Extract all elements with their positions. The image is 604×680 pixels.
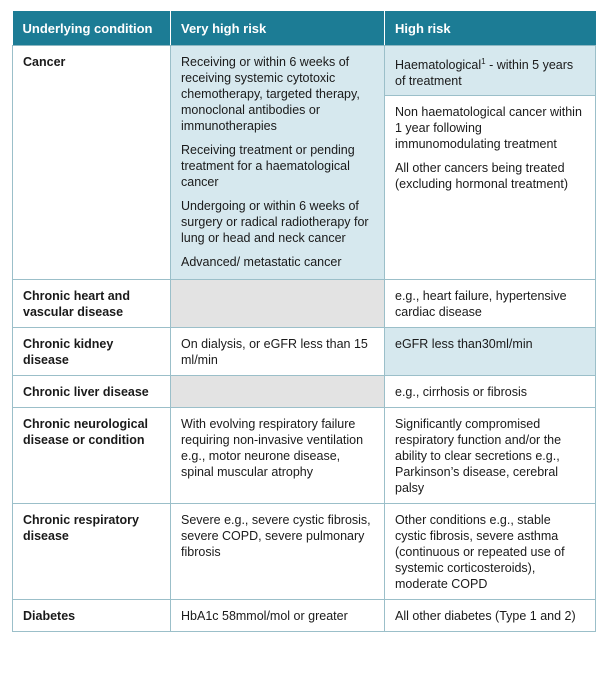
header-underlying-condition: Underlying condition — [13, 11, 171, 46]
header-very-high-risk: Very high risk — [171, 11, 385, 46]
condition-cancer: Cancer — [13, 46, 171, 280]
cancer-very-high-item: Advanced/ metastatic cancer — [181, 255, 342, 269]
condition-kidney: Chronic kidney disease — [13, 328, 171, 376]
cancer-very-high-item: Receiving or within 6 weeks of receiving systemic cytotoxic chemotherapy, targeted therapy, monoclonal antibodies or immunotherapies — [181, 55, 360, 133]
cancer-very-high-item: Receiving treatment or pending treatment for a haematological cancer — [181, 143, 355, 189]
table-row-cancer — [13, 46, 596, 280]
condition-resp: Chronic respiratory disease — [13, 504, 171, 600]
table-row-heart — [13, 280, 596, 328]
liver-high-cell: e.g., cirrhosis or fibrosis — [385, 376, 596, 408]
table-row-kidney — [13, 328, 596, 376]
risk-table-container — [12, 11, 595, 632]
heart-high-cell: e.g., heart failure, hypertensive cardiac disease — [385, 280, 596, 328]
cancer-very-high-item: Undergoing or within 6 weeks of surgery or radical radiotherapy for lung or head and neck cancer — [181, 199, 369, 245]
condition-diabetes: Diabetes — [13, 600, 171, 632]
neuro-high-cell: Significantly compromised respiratory function and/or the ability to clear secretions e.g., Parkinson’s disease, cerebral palsy — [385, 408, 596, 504]
heart-very-high-cell — [171, 280, 385, 328]
kidney-high-cell: eGFR less than30ml/min — [385, 328, 596, 376]
table-row-liver — [13, 376, 596, 408]
table-row-diabetes — [13, 600, 596, 632]
kidney-very-high-cell: On dialysis, or eGFR less than 15 ml/min — [171, 328, 385, 376]
condition-heart: Chronic heart and vascular disease — [13, 280, 171, 328]
cancer-high-item: Non haematological cancer within 1 year following immunomodulating treatment — [395, 105, 582, 152]
cancer-very-high-cell — [171, 46, 385, 280]
cancer-high-haematological: Haematological$^1$ - within 5 years of treatment — [385, 46, 595, 96]
diabetes-high-cell: All other diabetes (Type 1 and 2) — [385, 600, 596, 632]
resp-very-high-cell: Severe e.g., severe cystic fibrosis, severe COPD, severe pulmonary fibrosis — [171, 504, 385, 600]
table-row-resp — [13, 504, 596, 600]
table-row-neuro — [13, 408, 596, 504]
cancer-high-cell — [385, 46, 596, 280]
cancer-high-item: All other cancers being treated (excluding hormonal treatment) — [395, 161, 568, 192]
risk-table — [12, 11, 596, 632]
header-high-risk: High risk — [385, 11, 596, 46]
condition-neuro: Chronic neurological disease or condition — [13, 408, 171, 504]
liver-very-high-cell — [171, 376, 385, 408]
resp-high-cell: Other conditions e.g., stable cystic fibrosis, severe asthma (continuous or repeated use of systemic corticosteroids), moderate COPD — [385, 504, 596, 600]
header-row — [13, 11, 596, 46]
condition-liver: Chronic liver disease — [13, 376, 171, 408]
diabetes-very-high-cell: HbA1c 58mmol/mol or greater — [171, 600, 385, 632]
neuro-very-high-cell: With evolving respiratory failure requiring non-invasive ventilation e.g., motor neurone disease, spinal muscular atrophy — [171, 408, 385, 504]
